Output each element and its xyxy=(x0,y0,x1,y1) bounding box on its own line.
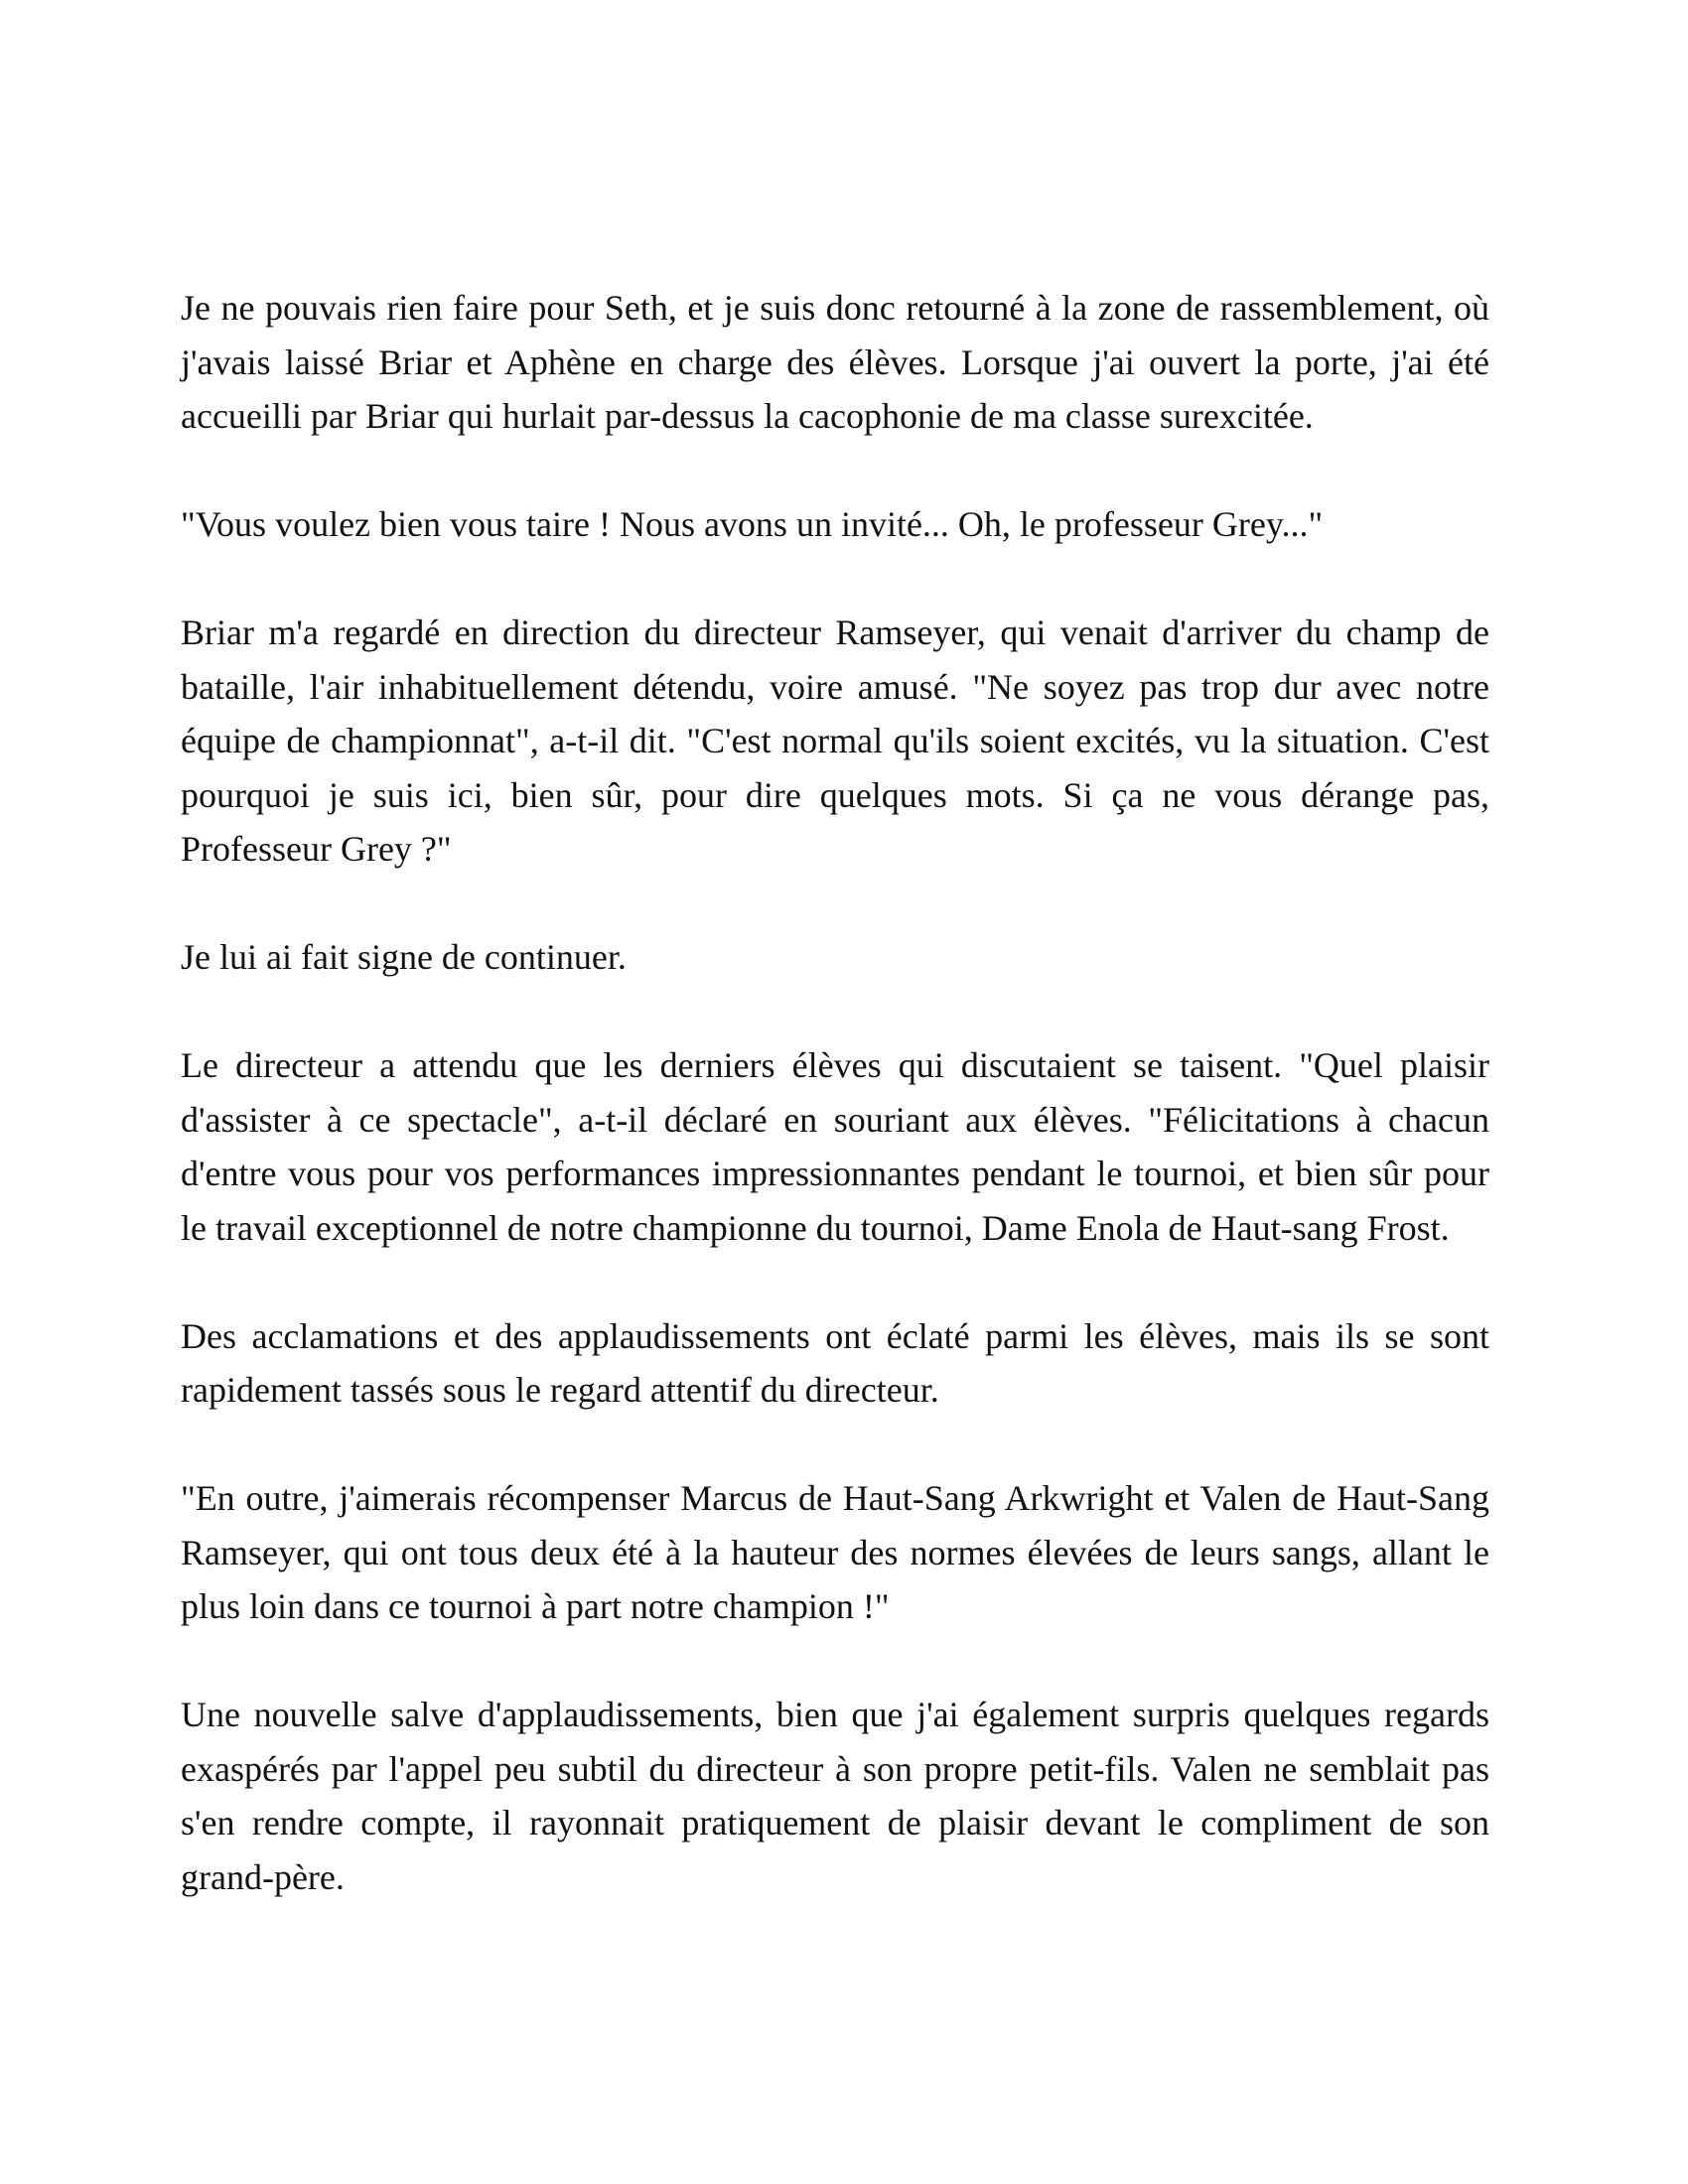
paragraph-3: Briar m'a regardé en direction du directeur Ramseyer, qui venait d'arriver du champ de bataille, l'air inhabituellement détendu, voire amusé. "Ne soyez pas trop dur avec notre équipe de championnat", a-t-il dit. "C'est normal qu'ils soient excités, vu la situation. C'est pourquoi je suis ici, bien sûr, pour dire quelques mots. Si ça ne vous dérange pas, Professeur Grey ?" xyxy=(181,613,1489,869)
document-page xyxy=(181,281,1489,1959)
paragraph-7: "En outre, j'aimerais récompenser Marcus de Haut-Sang Arkwright et Valen de Haut-Sang Ramseyer, qui ont tous deux été à la hauteur des normes élevées de leurs sangs, allant le plus loin dans ce tournoi à part notre champion !" xyxy=(181,1478,1489,1626)
paragraph-1: Je ne pouvais rien faire pour Seth, et je suis donc retourné à la zone de rassemblement, où j'avais laissé Briar et Aphène en charge des élèves. Lorsque j'ai ouvert la porte, j'ai été accueilli par Briar qui hurlait par-dessus la cacophonie de ma classe surexcitée. xyxy=(181,288,1489,436)
paragraph-4: Je lui ai fait signe de continuer. xyxy=(181,937,627,977)
paragraph-8: Une nouvelle salve d'applaudissements, bien que j'ai également surpris quelques regards exaspérés par l'appel peu subtil du directeur à son propre petit-fils. Valen ne semblait pas s'en rendre compte, il rayonnait pratiquement de plaisir devant le compliment de son grand-père. xyxy=(181,1695,1489,1897)
paragraph-6: Des acclamations et des applaudissements ont éclaté parmi les élèves, mais ils se sont rapidement tassés sous le regard attentif du directeur. xyxy=(181,1315,1489,1410)
paragraph-5: Le directeur a attendu que les derniers élèves qui discutaient se taisent. "Quel plaisir d'assister à ce spectacle", a-t-il déclaré en souriant aux élèves. "Félicitations à chacun d'entre vous pour vos performances impressionnantes pendant le tournoi, et bien sûr pour le travail exceptionnel de notre championne du tournoi, Dame Enola de Haut-sang Frost. xyxy=(181,1045,1489,1248)
paragraph-2: "Vous voulez bien vous taire ! Nous avons un invité... Oh, le professeur Grey..." xyxy=(181,504,1324,544)
